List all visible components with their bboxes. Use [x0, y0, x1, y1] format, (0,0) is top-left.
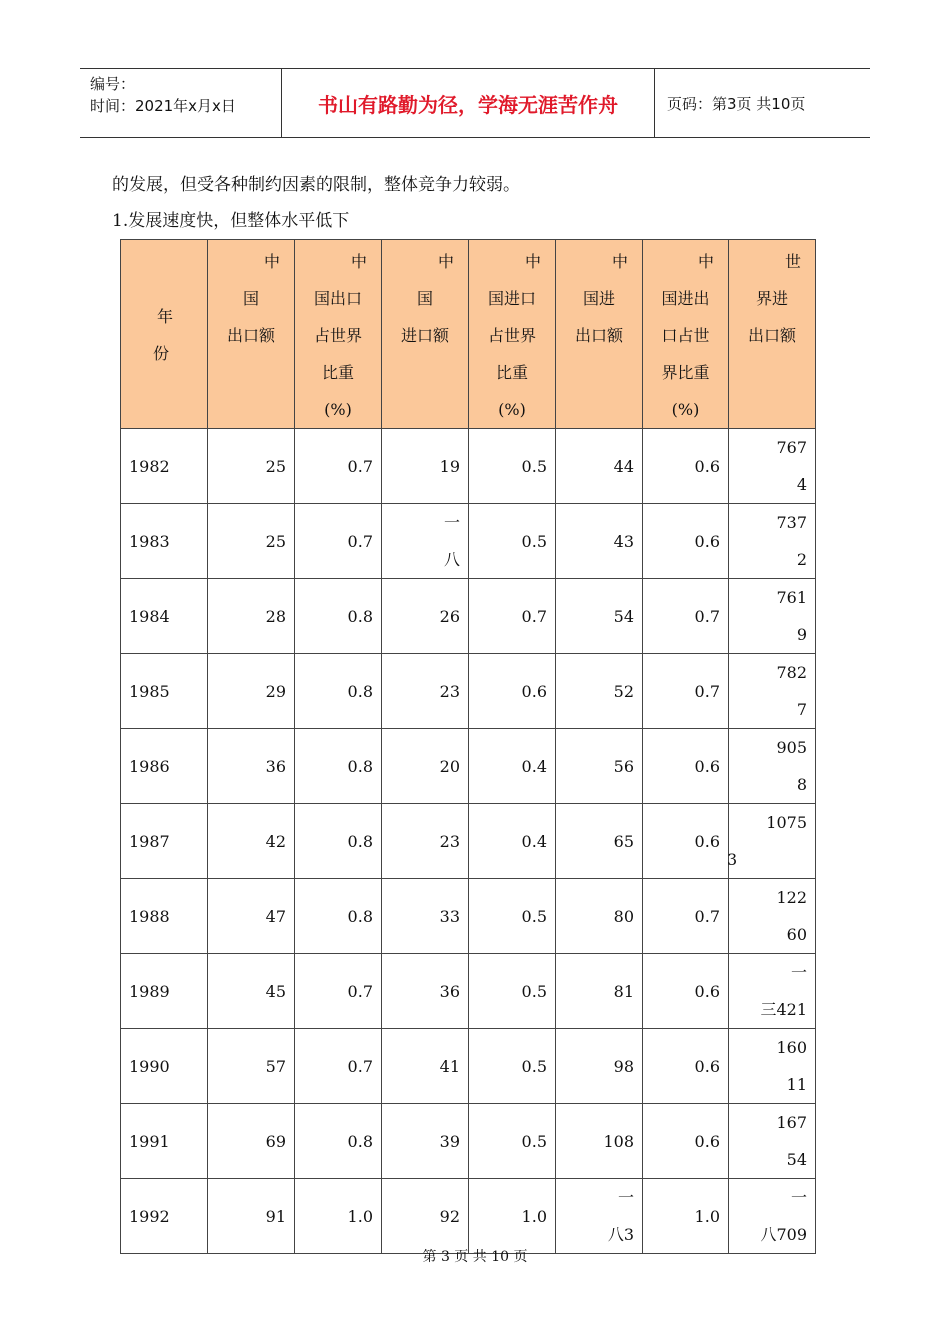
total-share-cell: 0.6 [643, 729, 729, 804]
column-header-line: 比重 [321, 363, 354, 382]
cell-line: 3 [727, 850, 738, 869]
table-row [121, 879, 816, 954]
column-header [729, 240, 816, 429]
export-cell: 29 [208, 654, 295, 729]
column-header-line: 界进 [755, 289, 788, 308]
column-header-line: 比重 [495, 363, 528, 382]
export-share-cell: 1.0 [295, 1179, 382, 1254]
cell-line: 7 [796, 700, 807, 719]
total-share-cell: 0.6 [643, 954, 729, 1029]
cell-line: 8 [796, 775, 807, 794]
total-share-cell: 1.0 [643, 1179, 729, 1254]
column-header-line: 口占世 [661, 326, 710, 345]
import-share-cell: 0.4 [469, 729, 556, 804]
column-header-line: 世 [784, 252, 801, 271]
cell-line: 9 [796, 625, 807, 644]
export-share-cell: 0.8 [295, 579, 382, 654]
number-label: 编号： [90, 75, 136, 93]
column-header-line: 界比重 [661, 363, 710, 382]
total-share-cell: 0.6 [643, 429, 729, 504]
column-header-line: 中 [263, 252, 280, 271]
export-cell: 45 [208, 954, 295, 1029]
table-row [121, 954, 816, 1029]
world-total-cell [729, 879, 816, 954]
column-header-line: 国进口 [487, 289, 536, 308]
table-row [121, 1029, 816, 1104]
import-cell: 41 [382, 1029, 469, 1104]
total-share-cell: 0.6 [643, 1104, 729, 1179]
cell-line: 905 [776, 738, 807, 757]
world-total-cell [729, 579, 816, 654]
world-total-cell [729, 1104, 816, 1179]
export-cell: 47 [208, 879, 295, 954]
column-header-line: (%) [498, 400, 526, 419]
import-share-cell: 1.0 [469, 1179, 556, 1254]
cell-line: 160 [776, 1038, 807, 1057]
year-cell: 1985 [121, 654, 208, 729]
import-share-cell: 0.5 [469, 504, 556, 579]
import-cell: 39 [382, 1104, 469, 1179]
cell-line: 一 [790, 1188, 807, 1207]
column-header-line: 出口额 [226, 326, 275, 345]
total-cell: 98 [556, 1029, 643, 1104]
cell-line: 767 [776, 438, 807, 457]
import-cell: 26 [382, 579, 469, 654]
world-total-cell [729, 429, 816, 504]
year-cell: 1990 [121, 1029, 208, 1104]
total-cell: 56 [556, 729, 643, 804]
export-share-cell: 0.8 [295, 804, 382, 879]
year-cell: 1984 [121, 579, 208, 654]
total-cell: 80 [556, 879, 643, 954]
column-header-line: 占世界 [313, 326, 362, 345]
world-total-cell [729, 504, 816, 579]
import-cell: 23 [382, 654, 469, 729]
world-total-cell [729, 729, 816, 804]
import-share-cell: 0.5 [469, 429, 556, 504]
cell-line: 11 [786, 1075, 807, 1094]
column-header [208, 240, 295, 429]
column-header-line: 国 [416, 289, 433, 308]
cell-line: 4 [796, 475, 807, 494]
import-cell: 23 [382, 804, 469, 879]
import-cell [382, 504, 469, 579]
cell-line: 一 [443, 513, 460, 532]
column-header-line: 中 [611, 252, 628, 271]
export-share-cell: 0.7 [295, 954, 382, 1029]
section-heading: 1.发展速度快，但整体水平低下 [112, 211, 350, 231]
import-cell: 92 [382, 1179, 469, 1254]
column-header-line: 年 [157, 307, 174, 326]
cell-line: 三421 [760, 1000, 807, 1019]
year-cell: 1992 [121, 1179, 208, 1254]
export-cell: 69 [208, 1104, 295, 1179]
export-share-cell: 0.8 [295, 654, 382, 729]
table-row [121, 804, 816, 879]
header-page-label: 页码：第3页 共10页 [667, 94, 806, 113]
export-share-cell: 0.8 [295, 1104, 382, 1179]
cell-line: 1075 [766, 813, 807, 832]
cell-line: 122 [776, 888, 807, 907]
year-cell: 1982 [121, 429, 208, 504]
column-header-line: 国进出 [661, 289, 710, 308]
table-row [121, 504, 816, 579]
export-cell: 91 [208, 1179, 295, 1254]
column-header [469, 240, 556, 429]
total-cell: 43 [556, 504, 643, 579]
time-label: 时间：2021年x月x日 [90, 97, 236, 115]
cell-line: 737 [776, 513, 807, 532]
column-header [295, 240, 382, 429]
column-header [121, 240, 208, 429]
column-header-line: 国 [242, 289, 259, 308]
column-header-line: 国进 [582, 289, 615, 308]
cell-line: 761 [776, 588, 807, 607]
year-cell: 1989 [121, 954, 208, 1029]
column-header [382, 240, 469, 429]
column-header-line: 占世界 [487, 326, 536, 345]
cell-line: 八 [443, 550, 460, 569]
cell-line: 54 [786, 1150, 807, 1169]
table-row [121, 579, 816, 654]
export-cell: 57 [208, 1029, 295, 1104]
column-header-line: 中 [697, 252, 714, 271]
header-meta [80, 69, 281, 137]
body-paragraph-1: 的发展，但受各种制约因素的限制，整体竞争力较弱。 [112, 175, 520, 195]
trade-data-table [120, 239, 816, 1254]
column-header-line: 中 [524, 252, 541, 271]
year-cell: 1983 [121, 504, 208, 579]
column-header-line: (%) [324, 400, 352, 419]
year-cell: 1986 [121, 729, 208, 804]
page-header [80, 68, 870, 138]
year-cell: 1991 [121, 1104, 208, 1179]
import-cell: 36 [382, 954, 469, 1029]
import-share-cell: 0.6 [469, 654, 556, 729]
cell-line: 782 [776, 663, 807, 682]
total-cell: 65 [556, 804, 643, 879]
table-body [121, 429, 816, 1254]
cell-line: 60 [786, 925, 807, 944]
column-header [556, 240, 643, 429]
import-cell: 20 [382, 729, 469, 804]
year-cell: 1987 [121, 804, 208, 879]
column-header-line: (%) [671, 400, 700, 419]
year-cell: 1988 [121, 879, 208, 954]
import-share-cell: 0.5 [469, 879, 556, 954]
total-cell [556, 1179, 643, 1254]
total-share-cell: 0.6 [643, 804, 729, 879]
total-cell: 44 [556, 429, 643, 504]
column-header-line: 出口额 [574, 326, 623, 345]
header-motto: 书山有路勤为径，学海无涯苦作舟 [281, 69, 655, 137]
total-share-cell: 0.6 [643, 504, 729, 579]
world-total-cell [729, 954, 816, 1029]
import-share-cell: 0.5 [469, 1104, 556, 1179]
table-row [121, 654, 816, 729]
column-header-line: 国出口 [313, 289, 362, 308]
export-cell: 28 [208, 579, 295, 654]
import-share-cell: 0.4 [469, 804, 556, 879]
export-share-cell: 0.7 [295, 504, 382, 579]
import-cell: 33 [382, 879, 469, 954]
column-header-line: 进口额 [400, 326, 449, 345]
column-header-line: 中 [437, 252, 454, 271]
column-header-line: 出口额 [747, 326, 796, 345]
world-total-cell [729, 1029, 816, 1104]
total-share-cell: 0.7 [643, 579, 729, 654]
column-header-line: 中 [350, 252, 367, 271]
total-share-cell: 0.6 [643, 1029, 729, 1104]
export-share-cell: 0.7 [295, 1029, 382, 1104]
import-share-cell: 0.5 [469, 1029, 556, 1104]
export-share-cell: 0.8 [295, 729, 382, 804]
import-cell: 19 [382, 429, 469, 504]
cell-line: 一 [617, 1188, 634, 1207]
world-total-cell [729, 804, 816, 879]
total-cell: 52 [556, 654, 643, 729]
cell-line: 八3 [607, 1225, 634, 1244]
export-share-cell: 0.7 [295, 429, 382, 504]
import-share-cell: 0.5 [469, 954, 556, 1029]
column-header [643, 240, 729, 429]
total-cell: 81 [556, 954, 643, 1029]
export-cell: 25 [208, 429, 295, 504]
export-cell: 25 [208, 504, 295, 579]
export-share-cell: 0.8 [295, 879, 382, 954]
export-cell: 36 [208, 729, 295, 804]
total-cell: 54 [556, 579, 643, 654]
world-total-cell [729, 1179, 816, 1254]
table-header-row [121, 240, 816, 429]
cell-line: 167 [776, 1113, 807, 1132]
export-cell: 42 [208, 804, 295, 879]
table-row [121, 1104, 816, 1179]
table-row [121, 429, 816, 504]
cell-line: 一 [790, 963, 807, 982]
table-row [121, 1179, 816, 1254]
total-cell: 108 [556, 1104, 643, 1179]
page-footer: 第 3 页 共 10 页 [422, 1249, 528, 1265]
import-share-cell: 0.7 [469, 579, 556, 654]
column-header-line: 份 [153, 344, 170, 363]
total-share-cell: 0.7 [643, 654, 729, 729]
table-row [121, 729, 816, 804]
cell-line: 2 [796, 550, 807, 569]
total-share-cell: 0.7 [643, 879, 729, 954]
cell-line: 八709 [760, 1225, 807, 1244]
world-total-cell [729, 654, 816, 729]
